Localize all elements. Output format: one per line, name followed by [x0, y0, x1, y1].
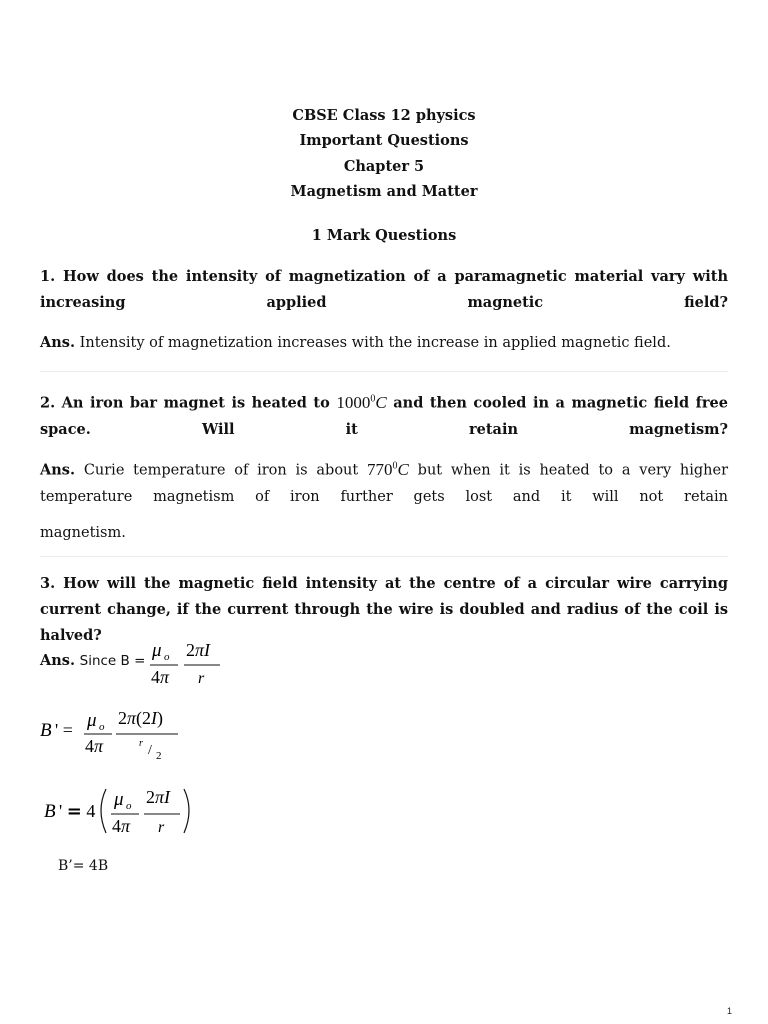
question-1: 1. How does the intensity of magnetization of a paramagnetic material vary with increasing applied magnetic field?: [40, 268, 728, 311]
question-3: 3. How will the magnetic field intensity at the centre of a circular wire carrying current change, if the current through the wire is doubled and radius of the coil is halved?: [40, 575, 728, 644]
svg-text:B: B: [40, 720, 52, 741]
answer-2-continued: magnetism.: [40, 525, 126, 541]
question-2-part-2: and then cooled in a magnetic field free space. Will it retain magnetism?: [40, 394, 728, 438]
divider: [40, 556, 728, 557]
svg-text:r: r: [158, 819, 165, 836]
answer-1-text: Intensity of magnetization increases with the increase in applied magnetic field.: [79, 335, 671, 351]
answer-3-intro: [40, 648, 145, 674]
formula-b-prime: [40, 702, 190, 767]
divider: [40, 371, 728, 372]
doc-title-line-1: CBSE Class 12 physics: [292, 107, 476, 124]
answer-2: [40, 453, 728, 510]
answer-label: Ans.: [40, 461, 76, 479]
svg-text:4π: 4π: [112, 816, 131, 836]
svg-text:μ: μ: [152, 640, 162, 661]
svg-text:' = 4: ' = 4: [59, 801, 96, 822]
svg-text:r: r: [139, 738, 143, 749]
formula-b-definition: [148, 636, 268, 693]
svg-text:μ: μ: [114, 789, 124, 810]
answer-1: [40, 330, 728, 356]
svg-text:4π: 4π: [151, 667, 170, 687]
svg-text:o: o: [164, 651, 170, 663]
svg-text:B: B: [44, 801, 56, 822]
document-page: [40, 0, 728, 1024]
answer-3-result: B’= 4B: [58, 858, 109, 874]
svg-text:o: o: [99, 721, 105, 733]
temperature-770c: $770^0C$: [367, 459, 409, 479]
svg-text:2: 2: [156, 750, 162, 762]
svg-text:2πI: 2πI: [186, 640, 211, 660]
svg-text:/: /: [148, 743, 152, 758]
section-title: 1 Mark Questions: [311, 227, 457, 244]
question-2: [40, 386, 728, 443]
svg-text:o: o: [126, 800, 132, 812]
svg-text:2π(2I): 2π(2I): [118, 708, 164, 728]
temperature-1000c: 1000$^0$C: [336, 392, 387, 412]
doc-title-line-2: Important Questions: [299, 132, 469, 149]
svg-text:' =: ' =: [55, 720, 73, 740]
svg-text:2πI: 2πI: [146, 787, 171, 807]
formula-b-prime-simplified: [44, 783, 204, 846]
svg-text:4π: 4π: [85, 736, 104, 756]
page-number: 1: [726, 1006, 732, 1016]
answer-label: Ans.: [40, 334, 76, 351]
doc-title-line-3: Chapter 5: [343, 158, 425, 175]
answer-2-part-1: Curie temperature of iron is about: [83, 462, 359, 479]
answer-label: Ans.: [40, 652, 76, 669]
since-text: Since B =: [79, 653, 146, 669]
doc-title-line-4: Magnetism and Matter: [290, 183, 478, 200]
question-2-part-1: 2. An iron bar magnet is heated to: [40, 394, 330, 412]
svg-text:r: r: [198, 670, 205, 687]
answer-2-part-2: but when it is heated to a very higher temperature magnetism of iron further gets lost and it will not retain: [40, 462, 729, 505]
svg-text:μ: μ: [87, 710, 97, 731]
